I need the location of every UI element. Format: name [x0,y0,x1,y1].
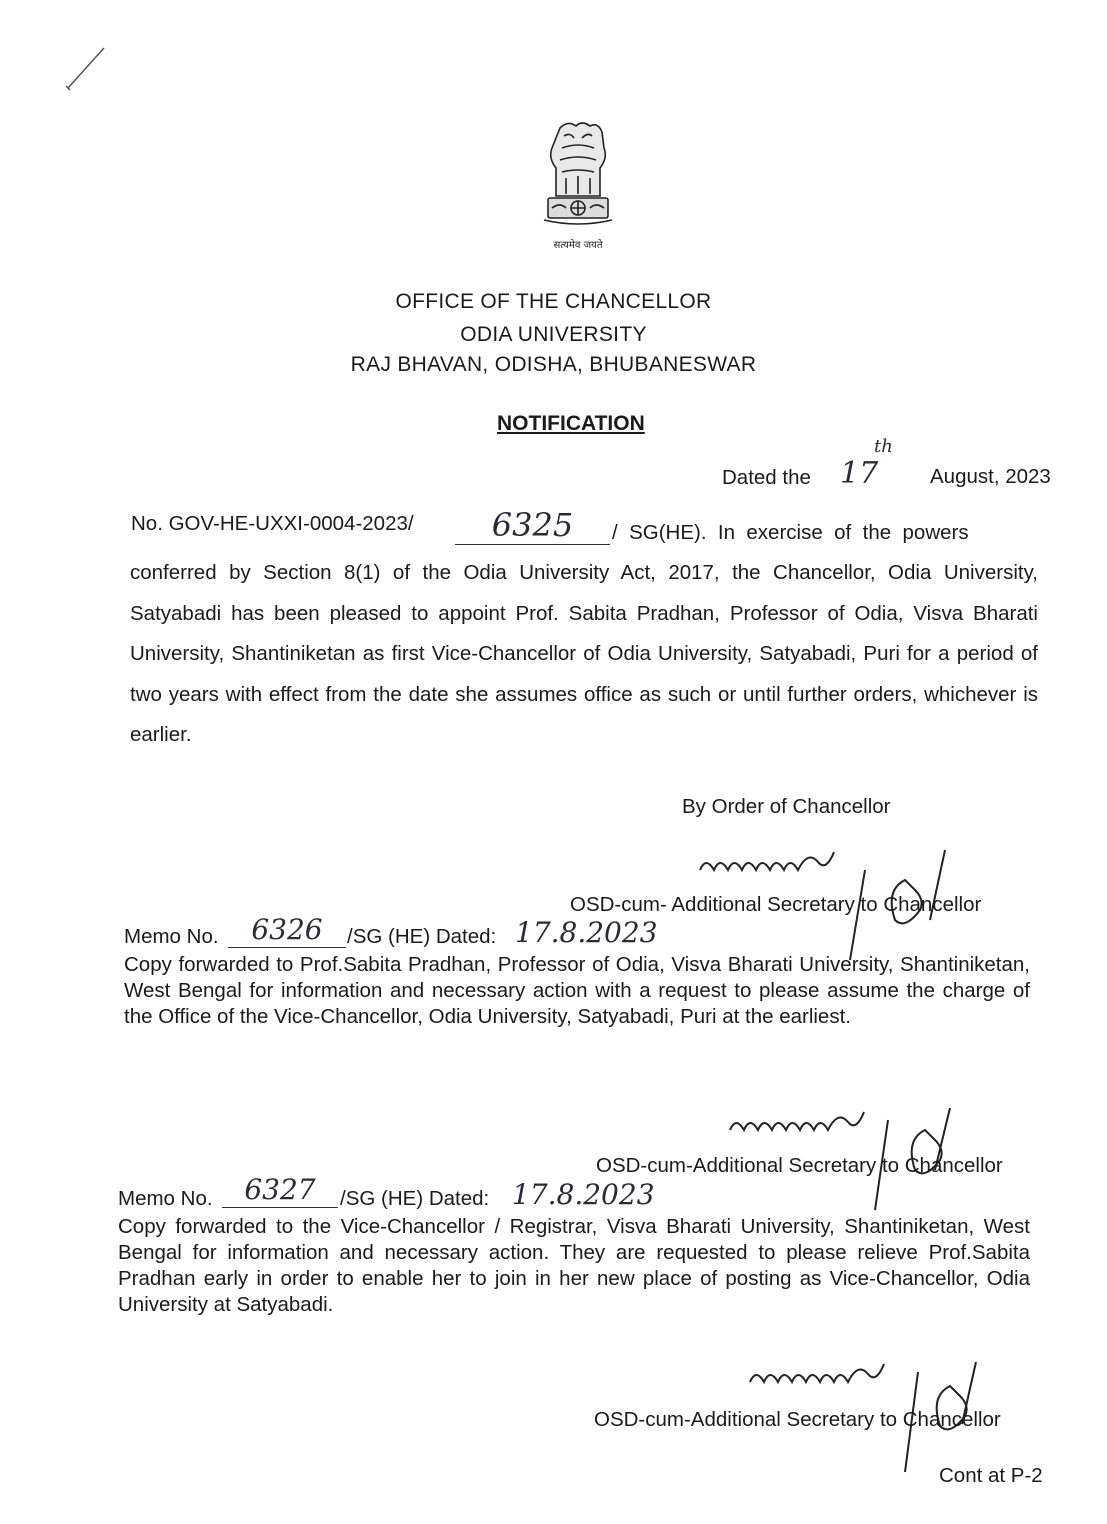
dated-suffix-handwritten: th [874,436,893,457]
memo1-line [124,925,219,949]
memo1-date-handwritten: 17.8.2023 [515,916,658,949]
memo2-prefix: Memo No. [118,1187,213,1210]
emblem-motto: सत्यमेव जयते [553,240,603,251]
notification-number-prefix: No. GOV-HE-UXXI-0004-2023/ [131,512,414,535]
memo1-number-handwritten: 6326 [228,913,346,948]
national-emblem [530,118,626,251]
memo2-text: Copy forwarded to the Vice-Chancellor / Registrar, Visva Bharati University, Shantiniketan, West Bengal for information and necessary action. They are requested to please relieve Prof.Sabita Pradhan early in order to enable her to join in her new place of posting as Vice-Chancellor, Odia University at Satyabadi. [118,1215,1030,1316]
lion-capital-icon [530,118,626,230]
memo1-text: Copy forwarded to Prof.Sabita Pradhan, Professor of Odia, Visva Bharati University, Shantiniketan, West Bengal for information and necessary action with a request to please assume the charge of the Office of the Vice-Chancellor, Odia University, Satyabadi, Puri at the earliest. [124,953,1030,1028]
header-office: OFFICE OF THE CHANCELLOR [395,290,712,313]
signature-3-label: OSD-cum-Additional Secretary to Chancellor [594,1408,1001,1431]
header-university: ODIA UNIVERSITY [460,323,647,346]
notification-title: NOTIFICATION [497,412,645,435]
header-address: RAJ BHAVAN, ODISHA, BHUBANESWAR [350,353,757,376]
memo1-prefix: Memo No. [124,925,219,948]
memo2-date-handwritten: 17.8.2023 [512,1178,655,1211]
by-order: By Order of Chancellor [682,795,891,818]
notification-number-rest: / SG(HE). In exercise of the powers [612,521,969,544]
notification-number-handwritten: 6325 [455,506,610,545]
signature-2-label: OSD-cum-Additional Secretary to Chancellor [596,1154,1003,1177]
signature-1-label: OSD-cum- Additional Secretary to Chancellor [570,893,982,916]
memo2-middle: /SG (HE) Dated: [340,1187,490,1210]
memo1-middle: /SG (HE) Dated: [347,925,497,948]
continuation-note: Cont at P-2 [939,1464,1043,1487]
notification-body: conferred by Section 8(1) of the Odia University Act, 2017, the Chancellor, Odia University, Satyabadi has been pleased to appoint Prof. Sabita Pradhan, Professor of Odia, Visva Bharati University, Shantiniketan as first Vice-Chancellor of Odia University, Satyabadi, Puri for a period of two years with effect from the date she assumes office as such or until further orders, whichever is earlier. [130,561,1038,746]
pen-mark [60,40,110,100]
dated-prefix: Dated the [722,466,811,489]
memo2-line [118,1187,213,1211]
dated-day-handwritten: 17 [840,456,879,491]
memo2-number-handwritten: 6327 [222,1173,338,1208]
dated-month-year: August, 2023 [930,465,1051,488]
dated-line [722,466,811,490]
